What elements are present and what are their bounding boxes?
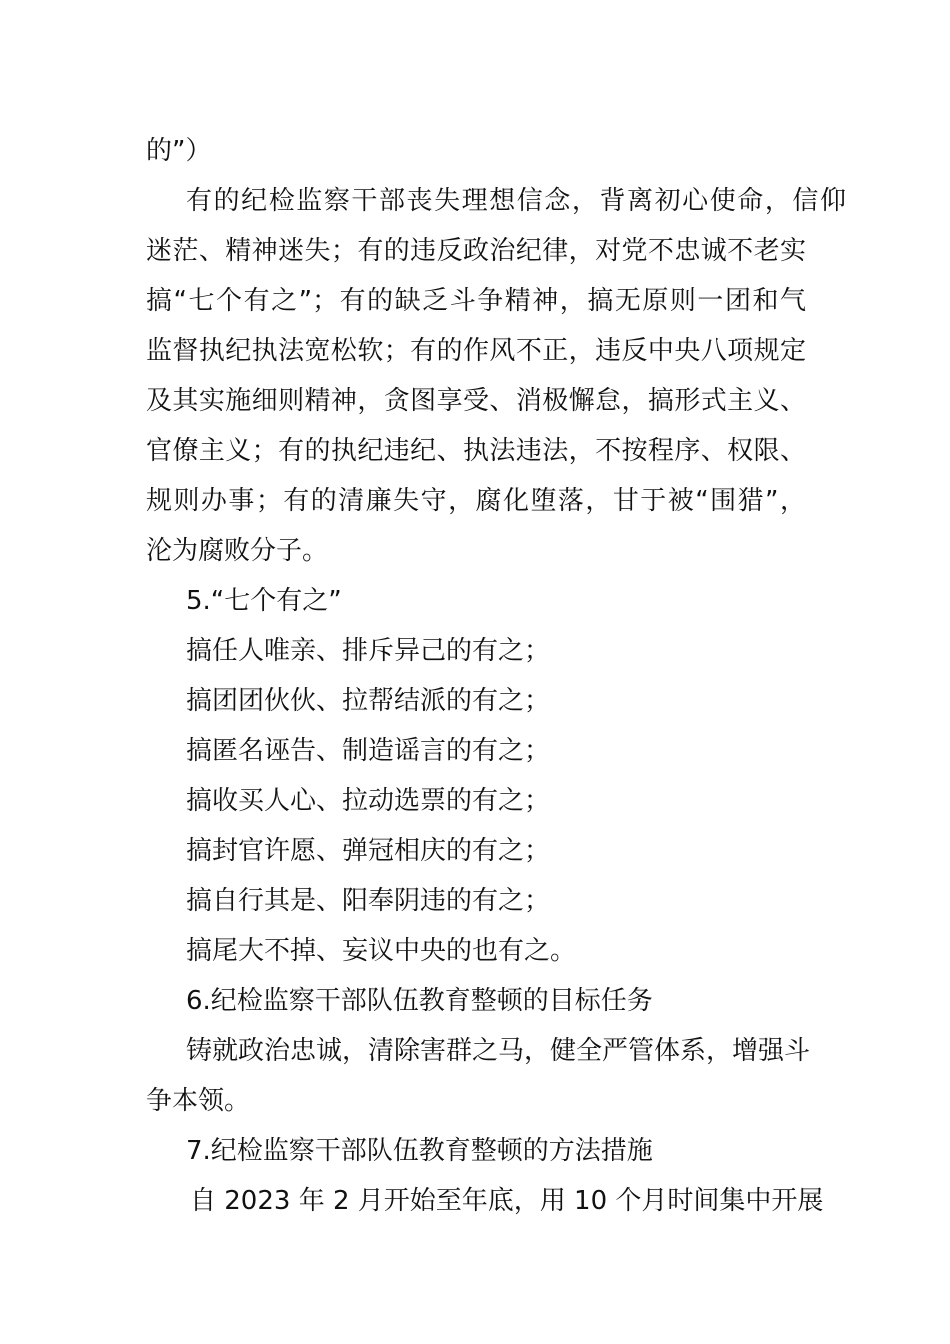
text-line: 自 2023 年 2 月开始至年底，用 10 个月时间集中开展: [190, 1186, 824, 1216]
text-line: 有的纪检监察干部丧失理想信念，背离初心使命，信仰: [186, 186, 846, 216]
list-item: 搞团团伙伙、拉帮结派的有之；: [186, 686, 551, 716]
text-line: 争本领。: [146, 1086, 251, 1116]
text-line: 规则办事；有的清廉失守，腐化堕落，甘于被“围猎”，: [146, 486, 806, 516]
list-item: 搞尾大不掉、妄议中央的也有之。: [186, 936, 577, 966]
text-line: 官僚主义；有的执纪违纪、执法违法，不按程序、权限、: [146, 436, 806, 466]
list-item: 搞收买人心、拉动选票的有之；: [186, 786, 551, 816]
section-heading: 5.“七个有之”: [186, 586, 342, 616]
text-line: 沦为腐败分子。: [146, 536, 329, 566]
text-line: 搞“七个有之”；有的缺乏斗争精神，搞无原则一团和气: [146, 286, 806, 316]
text-line: 的”）: [146, 136, 212, 166]
section-heading: 7.纪检监察干部队伍教育整顿的方法措施: [186, 1136, 653, 1166]
section-heading: 6.纪检监察干部队伍教育整顿的目标任务: [186, 986, 653, 1016]
list-item: 搞自行其是、阳奉阴违的有之；: [186, 886, 551, 916]
text-line: 及其实施细则精神，贪图享受、消极懈怠，搞形式主义、: [146, 386, 806, 416]
text-line: 铸就政治忠诚，清除害群之马，健全严管体系，增强斗: [186, 1036, 811, 1066]
text-line: 监督执纪执法宽松软；有的作风不正，违反中央八项规定: [146, 336, 806, 366]
text-line: 迷茫、精神迷失；有的违反政治纪律，对党不忠诚不老实: [146, 236, 806, 266]
list-item: 搞匿名诬告、制造谣言的有之；: [186, 736, 551, 766]
list-item: 搞任人唯亲、排斥异己的有之；: [186, 636, 551, 666]
list-item: 搞封官许愿、弹冠相庆的有之；: [186, 836, 551, 866]
